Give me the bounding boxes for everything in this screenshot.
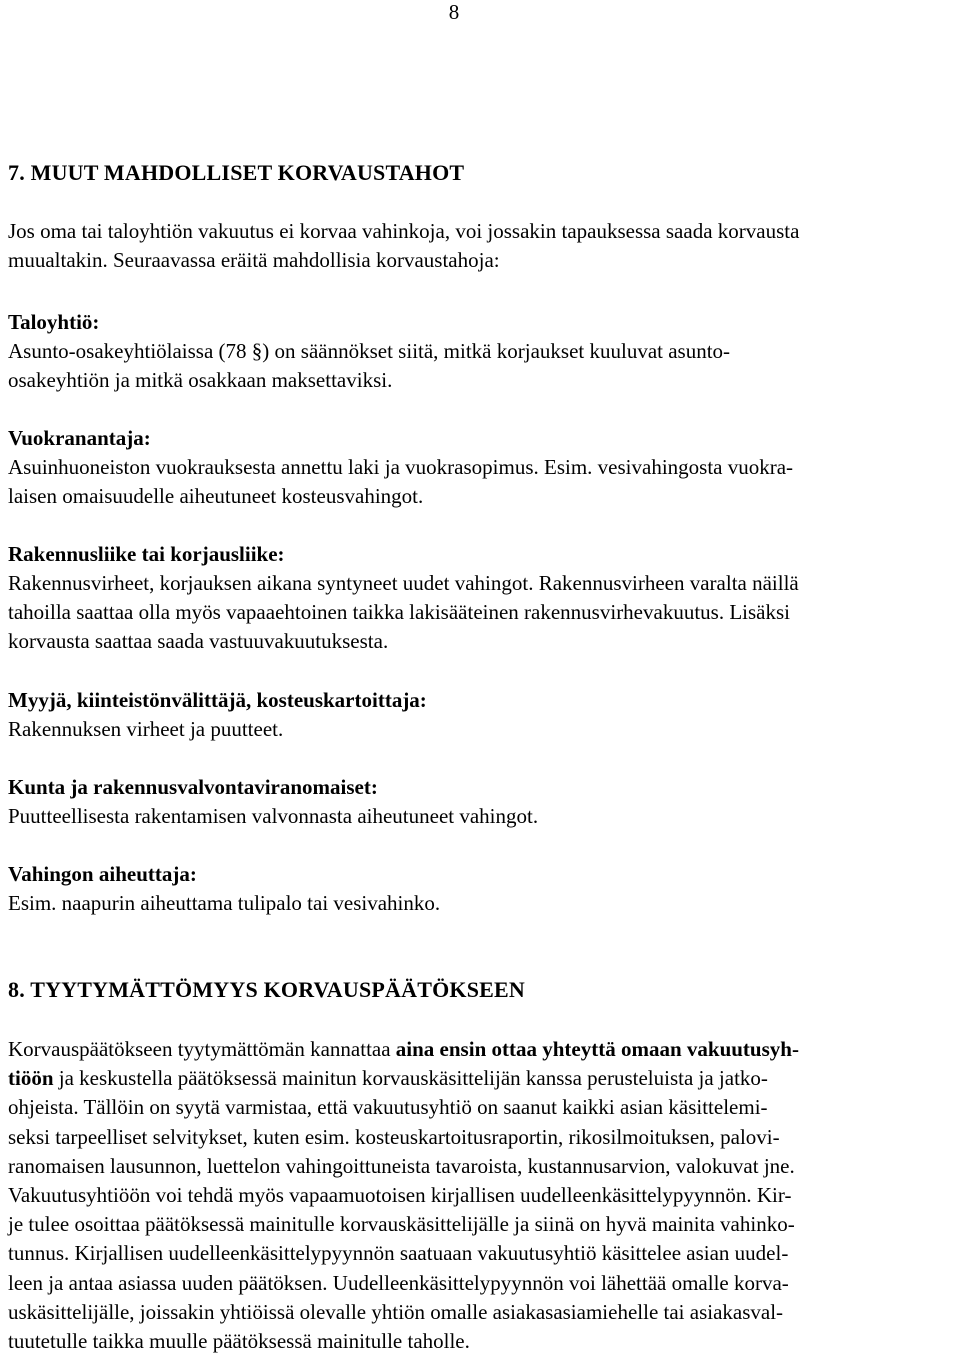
- item-title: Myyjä, kiinteistönvälittäjä, kosteuskartoittaja:: [8, 688, 427, 712]
- item-text-line: tahoilla saattaa olla myös vapaaehtoinen taikka lakisääteinen rakennusvirhevakuutus. Lisäksi: [8, 600, 790, 624]
- body-line: uskäsittelijälle, joissakin yhtiöissä olevalle yhtiön omalle asiakasasiamiehelle tai asiakasval-: [8, 1299, 784, 1324]
- body-line: je tulee osoittaa päätöksessä mainitulle korvauskäsittelijälle ja siinä on hyvä mainita vahinko-: [8, 1212, 795, 1237]
- item-vahingon-aiheuttaja: [8, 860, 958, 918]
- body-line: tunnus. Kirjallisen uudelleenkäsittelypyynnön saatuaan vakuutusyhtiö käsittelee asian uudel-: [8, 1241, 789, 1266]
- body-line: Vakuutusyhtiöön voi tehdä myös vapaamuotoisen kirjallisen uudelleenkäsittelypyynnön. Kir-: [8, 1183, 792, 1208]
- body-line: tuutetulle taikka muulle päätöksessä mainitulle taholle.: [8, 1329, 470, 1354]
- item-text-line: Puutteellisesta rakentamisen valvonnasta aiheutuneet vahingot.: [8, 804, 539, 828]
- body-text: ja keskustella päätöksessä mainitun korvauskäsittelijän kanssa perusteluista ja jatko-: [53, 1066, 768, 1091]
- item-title: Vahingon aiheuttaja:: [8, 862, 197, 886]
- item-taloyhtio: [8, 308, 958, 395]
- body-line: [8, 1035, 958, 1064]
- body-line: [8, 1064, 958, 1093]
- item-vuokranantaja: [8, 424, 958, 511]
- section-8-heading: 8. TYYTYMÄTTÖMYYS KORVAUSPÄÄTÖKSEEN: [8, 977, 525, 1002]
- item-title: Taloyhtiö:: [8, 310, 100, 334]
- body-line: seksi tarpeelliset selvitykset, kuten esim. kosteuskartoitusraportin, rikosilmoituksen, palovi-: [8, 1124, 780, 1149]
- body-line: ohjeista. Tällöin on syytä varmistaa, että vakuutusyhtiö on saanut kaikki asian käsittelemi-: [8, 1095, 768, 1120]
- item-title: Vuokranantaja:: [8, 426, 151, 450]
- item-rakennusliike: [8, 540, 958, 656]
- item-text-line: korvausta saattaa saada vastuuvakuutuksesta.: [8, 629, 389, 653]
- intro-line: Jos oma tai taloyhtiön vakuutus ei korvaa vahinkoja, voi jossakin tapauksessa saada korvausta: [8, 219, 800, 243]
- section-8-body: [8, 1035, 958, 1356]
- body-line: leen ja antaa asiassa uuden päätöksen. Uudelleenkäsittelypyynnön voi lähettää omalle korva-: [8, 1270, 789, 1295]
- item-text-line: osakeyhtiön ja mitkä osakkaan maksettaviksi.: [8, 368, 393, 392]
- body-emphasis: aina ensin ottaa yhteyttä omaan vakuutusyh-: [395, 1037, 799, 1061]
- item-kunta: [8, 773, 958, 831]
- item-myyja: [8, 686, 958, 744]
- body-line: ranomaisen lausunnon, luettelon vahingoittuneista tavaroista, kustannusarvion, valokuvat jne.: [8, 1153, 795, 1178]
- body-text: Korvauspäätökseen tyytymättömän kannattaa: [8, 1037, 396, 1061]
- intro-line: muualtakin. Seuraavassa eräitä mahdollisia korvaustahoja:: [8, 248, 500, 272]
- item-text-line: laisen omaisuudelle aiheutuneet kosteusvahingot.: [8, 484, 424, 508]
- section-7-heading: 7. MUUT MAHDOLLISET KORVAUSTAHOT: [8, 160, 465, 185]
- item-text-line: Rakennuksen virheet ja puutteet.: [8, 717, 284, 741]
- item-text-line: Rakennusvirheet, korjauksen aikana syntyneet uudet vahingot. Rakennusvirheen varalta näillä: [8, 571, 799, 595]
- section-7-intro: [8, 217, 958, 275]
- body-emphasis: tiöön: [8, 1066, 54, 1091]
- item-text-line: Asunto-osakeyhtiölaissa (78 §) on säännökset siitä, mitkä korjaukset kuuluvat asunto-: [8, 339, 731, 363]
- item-title: Kunta ja rakennusvalvontaviranomaiset:: [8, 775, 378, 799]
- item-title: Rakennusliike tai korjausliike:: [8, 542, 285, 566]
- item-text-line: Esim. naapurin aiheuttama tulipalo tai vesivahinko.: [8, 891, 441, 915]
- page-number: 8: [448, 0, 460, 24]
- item-text-line: Asuinhuoneiston vuokrauksesta annettu laki ja vuokrasopimus. Esim. vesivahingosta vuokra-: [8, 455, 794, 479]
